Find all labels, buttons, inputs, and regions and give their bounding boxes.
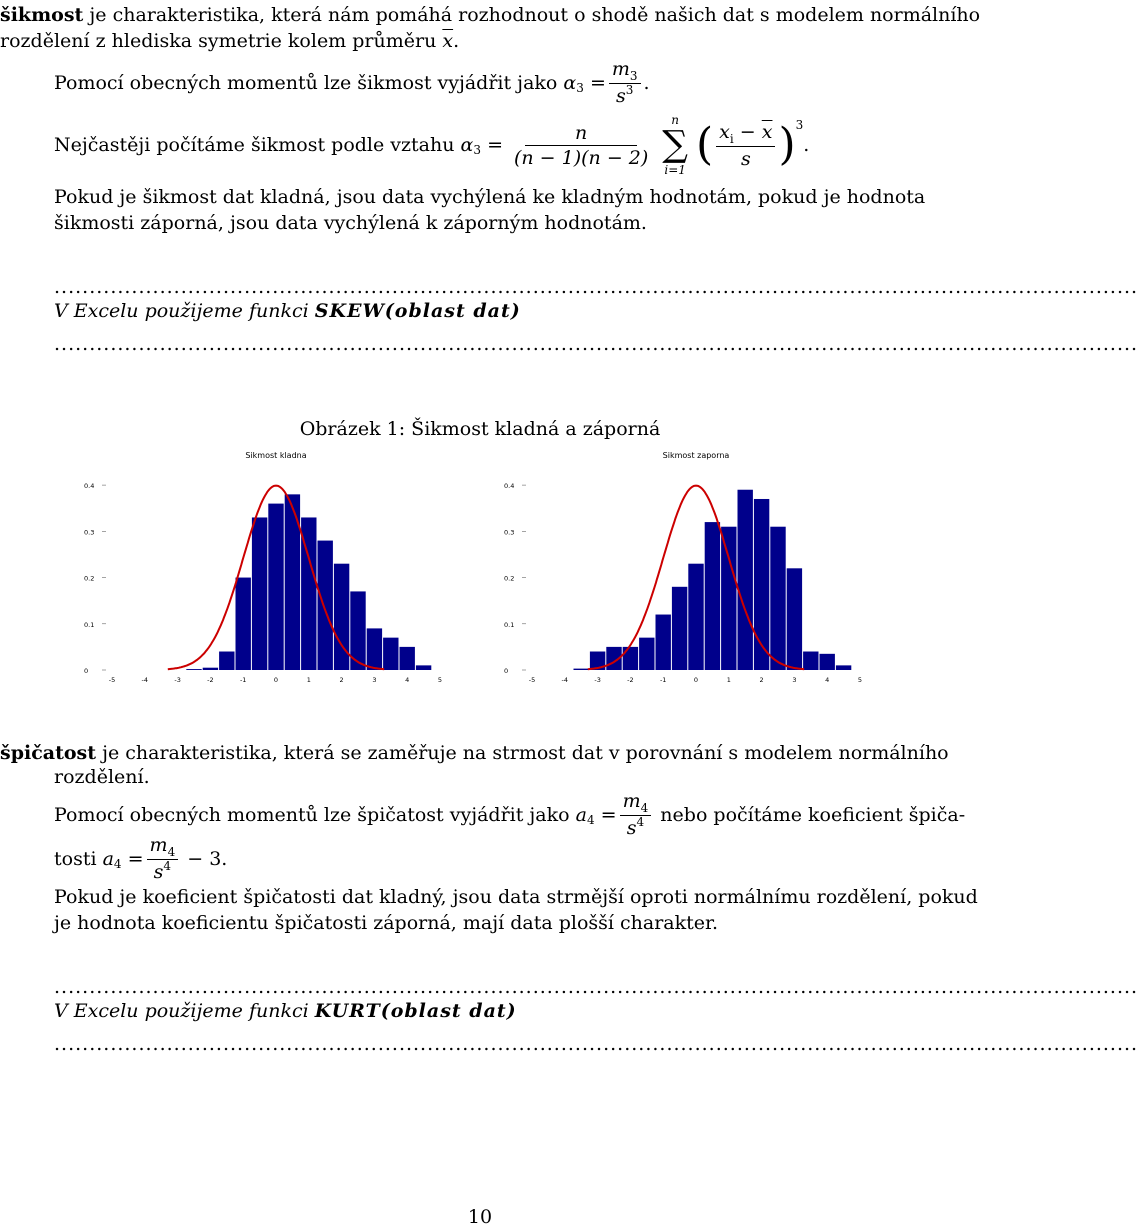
histogram-bar <box>268 504 283 670</box>
summation: n ∑ i=1 <box>662 113 688 177</box>
histogram-bar <box>803 652 818 670</box>
skew-definition-line1 <box>0 2 980 28</box>
chart-negative-skew <box>500 448 880 688</box>
x-tick-label: 5 <box>437 676 443 684</box>
dotted-rule-bottom: .......................................................................................................................................................... <box>54 333 1138 355</box>
histogram-bar <box>639 638 654 670</box>
kurt-definition-line1 <box>0 740 949 766</box>
n-fraction: $\frac{n}{(n - 1)(n - 2)}$ <box>513 121 649 169</box>
histogram-bar <box>820 654 835 670</box>
chart-title: Sikmost kladna <box>245 451 307 460</box>
m4-over-s4: $\frac{m_4}{s^4}$ <box>620 790 652 841</box>
kurt-moment-formula: Pomocí obecných momentů lze špičatost vyjádřit jako a 4 = $\frac{m_4}{s^4}$ nebo počítáme koeficient špiča- <box>54 789 966 839</box>
x-tick-label: 0 <box>693 676 699 684</box>
dotted-rule-top: .......................................................................................................................................................... <box>54 276 1138 298</box>
x-tick-label: 4 <box>405 676 410 684</box>
dotted-rule-bottom-kurt: .......................................................................................................................................................... <box>54 1033 1138 1055</box>
x-tick-label: -1 <box>239 676 247 684</box>
y-tick-label: 0.2 <box>84 574 95 583</box>
skew-function: SKEW(oblast dat) <box>314 300 521 322</box>
y-tick-label: 0 <box>84 667 89 675</box>
histogram-bar <box>367 628 382 670</box>
figure-caption: Obrázek 1: Šikmost kladná a záporná <box>299 418 661 440</box>
x-tick-label: 0 <box>273 676 279 684</box>
histogram-bar <box>787 568 802 670</box>
y-tick-label: 0.2 <box>504 574 515 583</box>
dotted-rule-top-kurt: .......................................................................................................................................................... <box>54 976 1138 998</box>
x-tick-label: -4 <box>141 676 149 684</box>
x-tick-label: -3 <box>594 676 601 684</box>
x-tick-label: -2 <box>207 676 214 684</box>
kurt-definition-line2: rozdělení. <box>54 766 150 788</box>
histogram-bar <box>416 665 431 670</box>
x-tick-label: 3 <box>372 676 377 684</box>
y-tick-label: 0.4 <box>84 482 95 491</box>
chart-positive-skew <box>80 448 460 688</box>
standardized-term: $\frac{x_i - \overline{x}}{s}$ <box>716 121 775 170</box>
histogram-bar <box>203 668 218 670</box>
excel-skew-note: V Excelu použijeme funkci SKEW(oblast dat) <box>54 300 521 322</box>
y-tick-label: 0.3 <box>504 528 515 537</box>
histogram-bar <box>252 517 267 670</box>
histogram-bar <box>236 578 251 670</box>
histogram-bar <box>334 564 349 670</box>
mean-symbol: $\overline{x}$ <box>442 30 454 52</box>
skew-definition-line2: rozdělení z hlediska symetrie kolem průměru $\overline{x}$. <box>0 30 460 52</box>
y-tick-label: 0 <box>504 667 509 675</box>
m4-over-s4-excess: $\frac{m_4}{s^4}$ <box>147 834 179 885</box>
skew-sign-line1: Pokud je šikmost dat kladná, jsou data vychýlená ke kladným hodnotám, pokud je hodnota <box>54 186 926 208</box>
y-tick-label: 0.1 <box>84 620 95 629</box>
page-number: 10 <box>467 1206 493 1228</box>
kurt-function: KURT(oblast dat) <box>314 1000 517 1022</box>
histogram-bar <box>721 527 736 670</box>
x-tick-label: -5 <box>108 676 116 684</box>
histogram-bar <box>738 490 753 670</box>
x-tick-label: 5 <box>857 676 863 684</box>
skew-sample-formula: Nejčastěji počítáme šikmost podle vztahu α 3 = $\frac{n}{(n - 1)(n - 2)}$ n ∑ i=1 ( $\frac{x_i - \overline{x}}{s}$ ) 3 . <box>54 113 810 177</box>
x-tick-label: -2 <box>627 676 634 684</box>
histogram-bar <box>318 541 333 670</box>
kurt-sign-line2: je hodnota koeficientu špičatosti záporná, mají data plošší charakter. <box>54 912 719 934</box>
histogram-bar <box>383 638 398 670</box>
x-tick-label: -4 <box>561 676 569 684</box>
histogram-bar <box>400 647 415 670</box>
histogram-bar <box>623 647 638 670</box>
histogram-bar <box>705 522 720 670</box>
histogram-bar <box>836 665 851 670</box>
y-tick-label: 0.3 <box>84 528 95 537</box>
x-tick-label: -5 <box>528 676 536 684</box>
chart-title: Sikmost zaporna <box>662 451 730 460</box>
kurt-intro: je charakteristika, která se zaměřuje na strmost dat v porovnání s modelem normálního <box>102 742 949 764</box>
histogram-bar <box>186 669 201 670</box>
kurt-excess-formula: tosti a 4 = $\frac{m_4}{s^4}$ − 3. <box>54 833 228 883</box>
x-tick-label: 1 <box>726 676 731 684</box>
y-tick-label: 0.4 <box>504 482 515 491</box>
m3-over-s3: $\frac{m_3}{s^3}$ <box>609 58 641 109</box>
x-tick-label: 4 <box>825 676 830 684</box>
skew-moment-formula: Pomocí obecných momentů lze šikmost vyjádřit jako α 3 = $\frac{m_3}{s^3}$ . <box>54 57 650 107</box>
skew-intro: je charakteristika, která nám pomáhá rozhodnout o shodě našich dat s modelem normálního <box>89 4 981 26</box>
skew-term: šikmost <box>0 4 84 26</box>
x-tick-label: -3 <box>174 676 181 684</box>
x-tick-label: 2 <box>339 676 344 684</box>
x-tick-label: 2 <box>759 676 764 684</box>
histogram-bar <box>770 527 785 670</box>
x-tick-label: 3 <box>792 676 797 684</box>
kurt-term: špičatost <box>0 742 97 764</box>
y-tick-label: 0.1 <box>504 620 515 629</box>
histogram-bar <box>574 669 589 670</box>
excel-kurt-note: V Excelu použijeme funkci KURT(oblast dat) <box>54 1000 517 1022</box>
histogram-bar <box>219 652 234 670</box>
histogram-bar <box>672 587 687 670</box>
histogram-bar <box>688 564 703 670</box>
kurt-sign-line1: Pokud je koeficient špičatosti dat kladný, jsou data strmější oproti normálnímu rozdělení, pokud <box>54 886 978 908</box>
x-tick-label: -1 <box>659 676 667 684</box>
skew-sign-line2: šikmosti záporná, jsou data vychýlená k záporným hodnotám. <box>54 212 647 234</box>
x-tick-label: 1 <box>306 676 311 684</box>
histogram-bar <box>656 615 671 670</box>
